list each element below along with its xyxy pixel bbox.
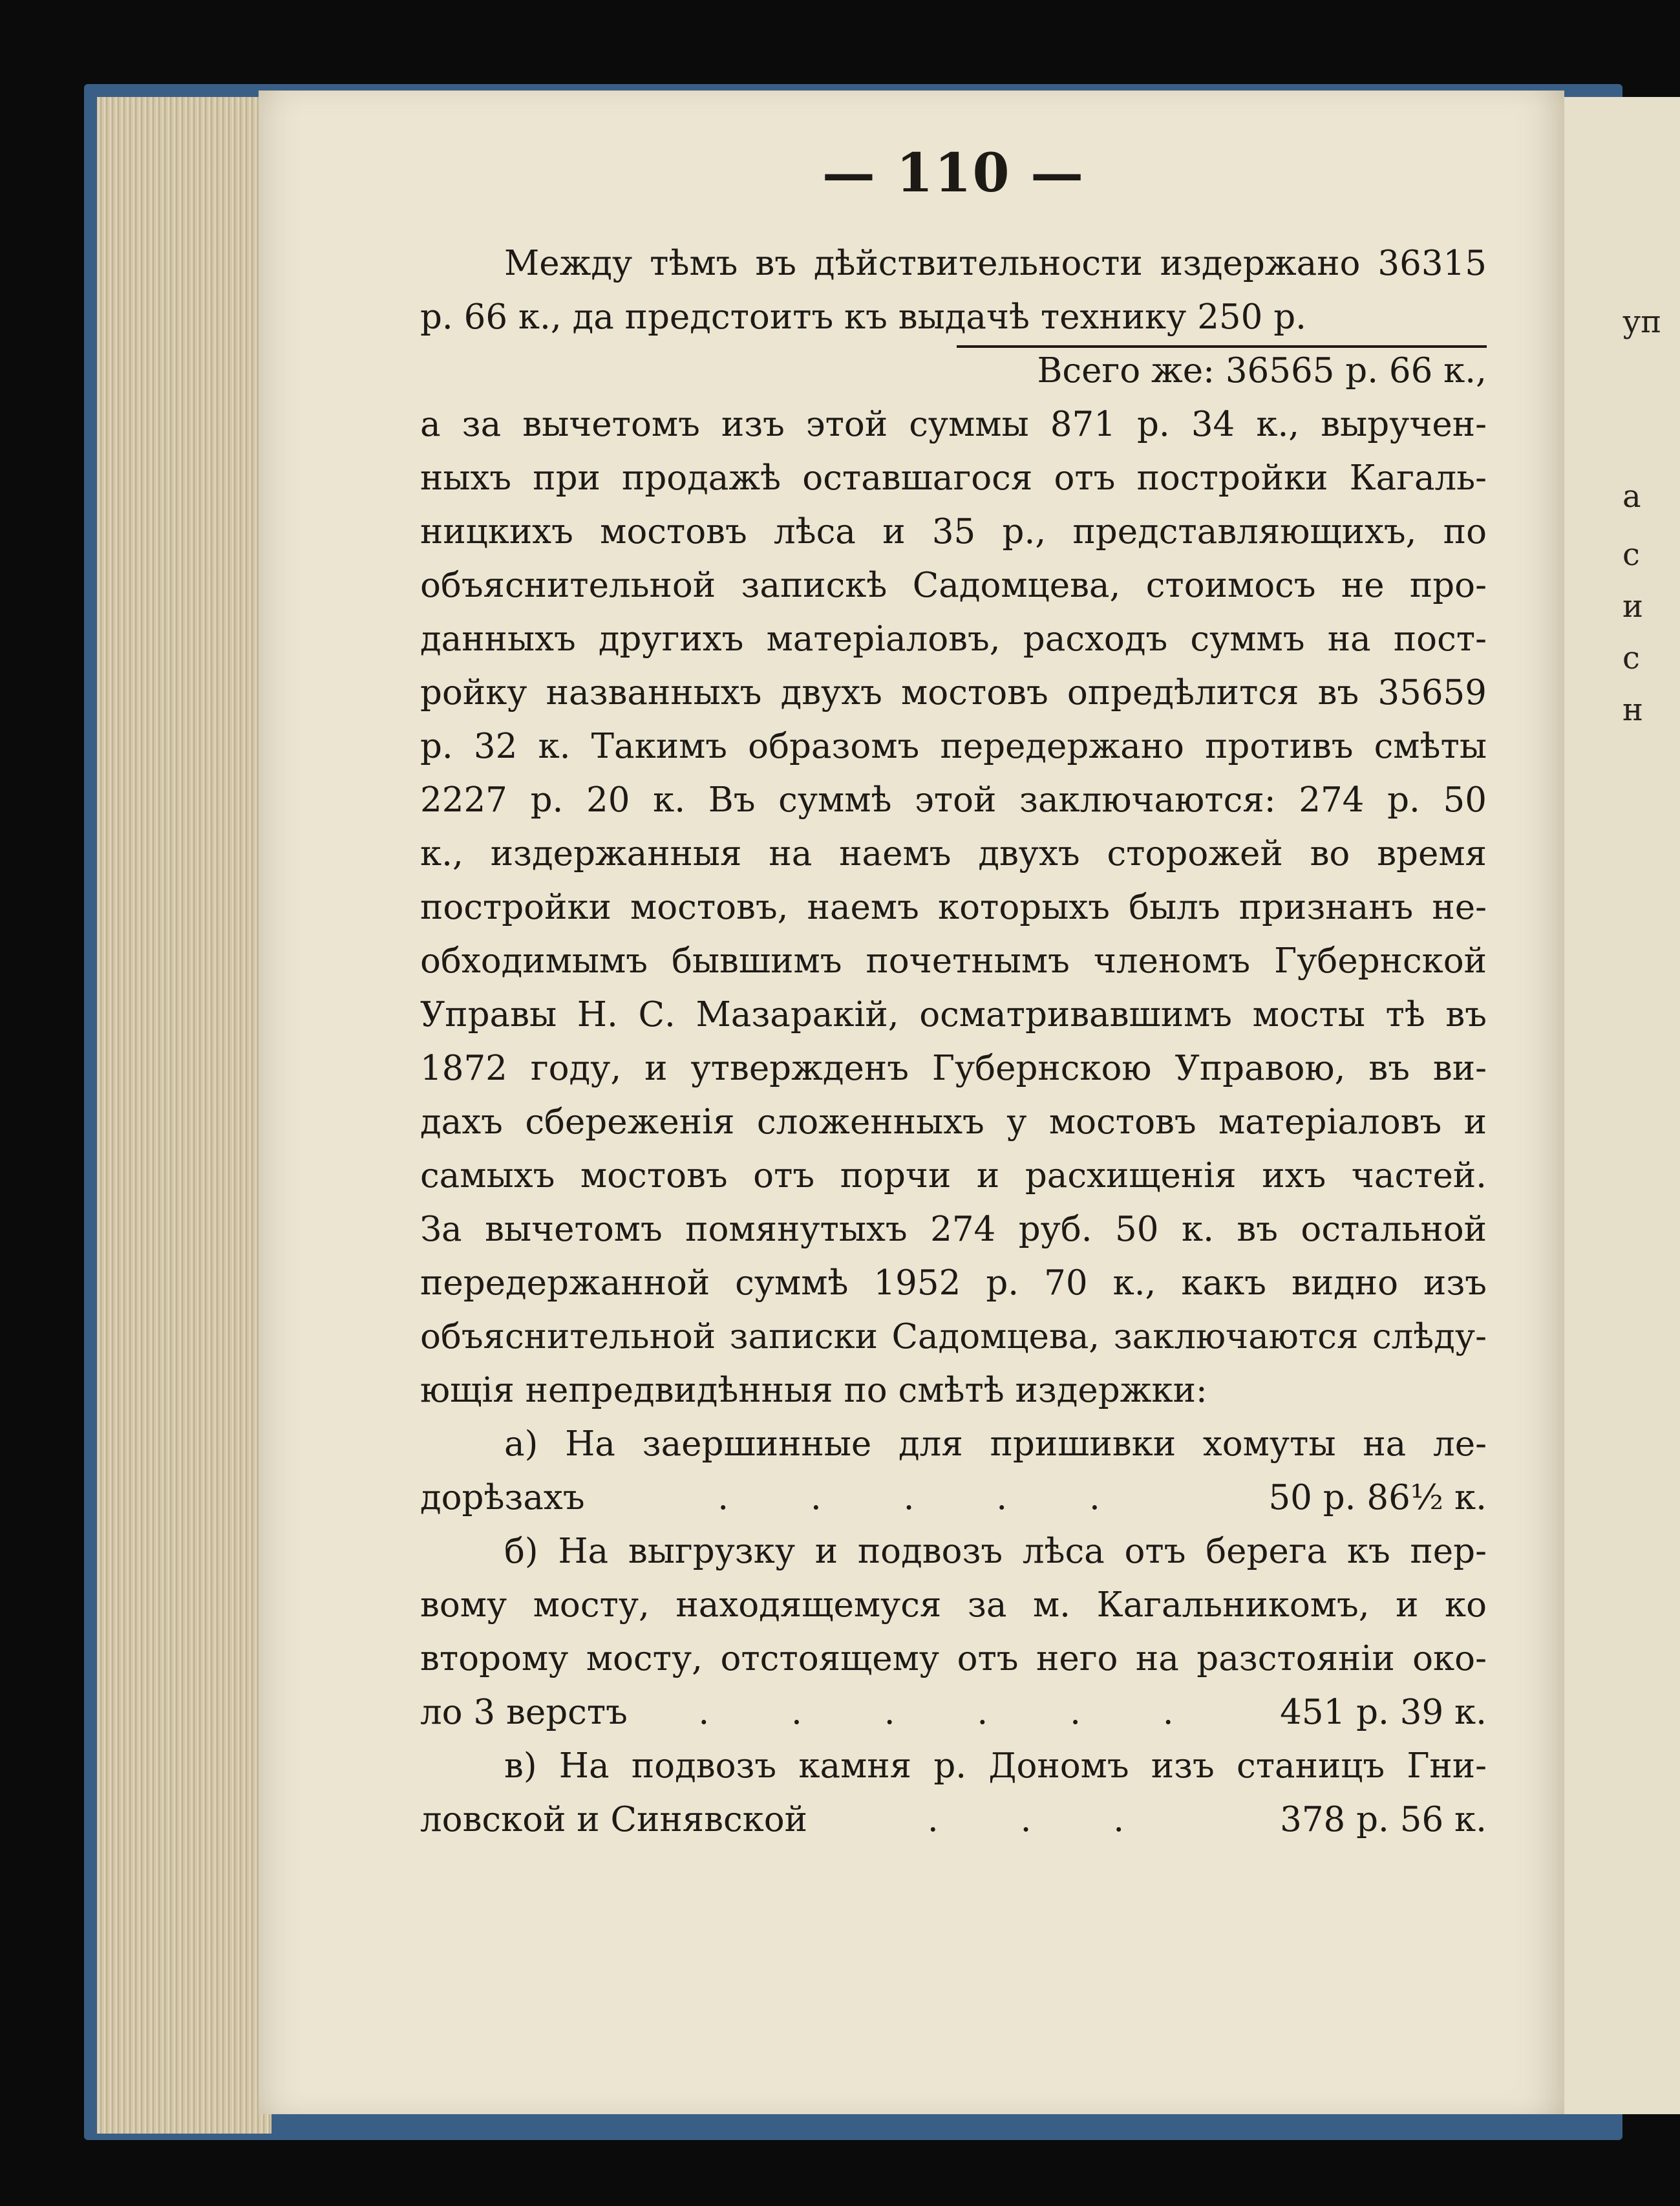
item-line: в) На подвозъ камня р. Дономъ изъ станицъ Гни-	[504, 1746, 1487, 1786]
item-line: б) На выгрузку и подвозъ лѣса отъ берега къ пер-	[504, 1532, 1487, 1571]
body-line: 2227 р. 20 к. Въ суммѣ этой заключаются: 274 р. 50	[420, 780, 1487, 820]
item-last-text: дорѣзахъ	[420, 1478, 585, 1517]
item-last-line	[420, 1686, 1487, 1739]
next-page-fragment: уп	[1622, 304, 1662, 340]
next-page-fragment: с	[1622, 640, 1640, 676]
total-text: Всего же: 36565 р. 66 к.,	[1037, 351, 1487, 391]
item-amount: 451 р. 39 к.	[1280, 1693, 1487, 1732]
page-content	[420, 142, 1487, 1847]
expense-item-c	[420, 1739, 1487, 1847]
opening-line: р. 66 к., да предстоитъ къ выдачѣ технику 250 р.	[420, 297, 1306, 337]
page-edges-left	[97, 97, 271, 2134]
body-line: ройку названныхъ двухъ мостовъ опредѣлится въ 35659	[420, 673, 1487, 712]
body-line: ныхъ при продажѣ оставшагося отъ постройки Кагаль-	[420, 458, 1487, 498]
next-page	[1551, 97, 1680, 2114]
body-line: ницкихъ мостовъ лѣса и 35 р., представляющихъ, по	[420, 512, 1487, 552]
body-line: постройки мостовъ, наемъ которыхъ былъ признанъ не-	[420, 888, 1487, 927]
body-line: 1872 году, и утвержденъ Губернскою Управою, въ ви-	[420, 1049, 1487, 1088]
next-page-fragment: с	[1622, 537, 1640, 573]
leader-dots: . . .	[927, 1800, 1160, 1839]
item-amount: 50 р. 86½ к.	[1268, 1478, 1487, 1517]
body-line: к., издержанныя на наемъ двухъ сторожей во время	[420, 834, 1487, 873]
body-line: данныхъ другихъ матеріаловъ, расходъ суммъ на пост-	[420, 619, 1487, 659]
item-line: а) На заершинные для пришивки хомуты на ле-	[504, 1424, 1487, 1464]
item-last-text: ло 3 верстъ	[420, 1693, 628, 1732]
body-line: передержанной суммѣ 1952 р. 70 к., какъ видно изъ	[420, 1263, 1487, 1303]
item-line: второму мосту, отстоящему отъ него на разстояніи око-	[420, 1639, 1487, 1678]
body-line: р. 32 к. Такимъ образомъ передержано противъ смѣты	[420, 727, 1487, 766]
body-line: За вычетомъ помянутыхъ 274 руб. 50 к. въ остальной	[420, 1210, 1487, 1249]
leader-dots: . . . . .	[718, 1478, 1136, 1517]
body-line: объяснительной запискѣ Садомцева, стоимосъ не про-	[420, 566, 1487, 605]
body-line: дахъ сбереженія сложенныхъ у мостовъ матеріаловъ и	[420, 1102, 1487, 1142]
body-line: Управы Н. С. Мазаракій, осматривавшимъ мосты тѣ въ	[420, 995, 1487, 1034]
item-amount: 378 р. 56 к.	[1280, 1800, 1487, 1839]
body-line: объяснительной записки Садомцева, заключаются слѣду-	[420, 1317, 1487, 1356]
item-last-line	[420, 1793, 1487, 1847]
opening-paragraph	[420, 237, 1487, 290]
expense-item-a	[420, 1417, 1487, 1525]
total-rule	[957, 345, 1487, 348]
next-page-fragment: а	[1622, 478, 1641, 515]
page-number: — 110 —	[822, 142, 1085, 204]
total-row	[420, 344, 1487, 398]
item-last-text: ловской и Синявской	[420, 1800, 807, 1839]
item-line: вому мосту, находящемуся за м. Кагальникомъ, и ко	[420, 1585, 1487, 1625]
body-text	[420, 398, 1487, 1417]
body-line: ющія непредвидѣнныя по смѣтѣ издержки:	[420, 1371, 1207, 1410]
body-line: самыхъ мостовъ отъ порчи и расхищенія ихъ частей.	[420, 1156, 1487, 1195]
item-last-line	[420, 1471, 1487, 1525]
next-page-fragment: и	[1622, 588, 1643, 625]
opening-line: Между тѣмъ въ дѣйствительности издержано 36315	[504, 244, 1487, 283]
body-line: а за вычетомъ изъ этой суммы 871 р. 34 к., выручен-	[420, 405, 1487, 444]
next-page-fragment: н	[1622, 692, 1643, 728]
expense-item-b	[420, 1525, 1487, 1739]
body-line: обходимымъ бывшимъ почетнымъ членомъ Губернской	[420, 941, 1487, 981]
leader-dots: . . . . . .	[698, 1693, 1209, 1732]
